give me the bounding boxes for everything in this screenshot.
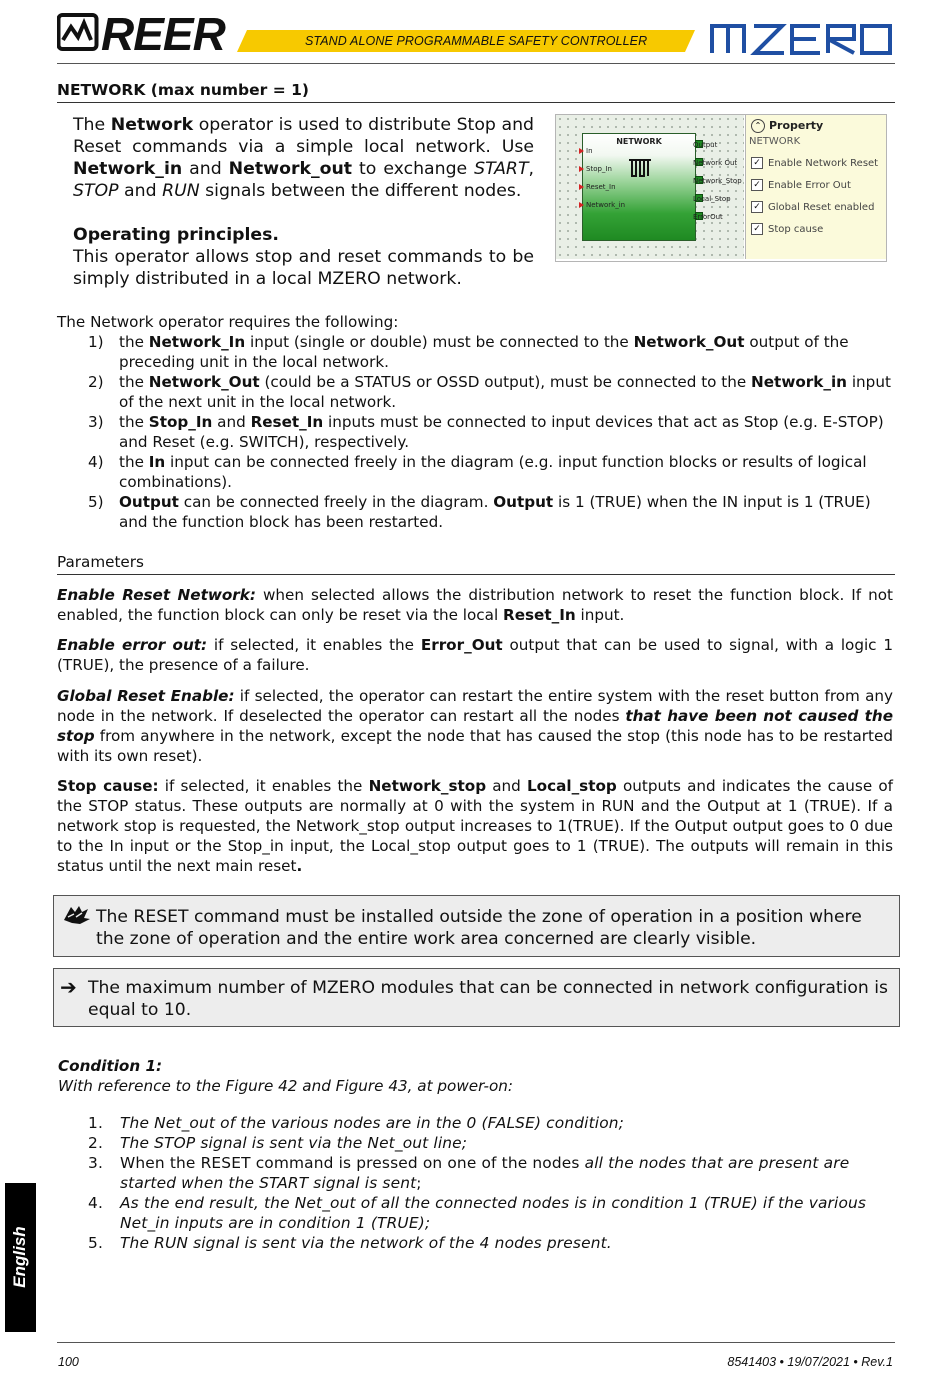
operating-principles-title: Operating principles.: [73, 225, 279, 245]
param-enable-reset-network: Enable Reset Network: when selected allows the distribution network to reset the function block. If not enabled, the function block can only be reset via the local Reset_In input.: [57, 586, 893, 624]
mzero-logo-graphic: [708, 22, 894, 55]
list-item: 1) the Network_In input (single or double) must be connected to the Network_Out output of the preceding unit in the local network.: [88, 333, 849, 371]
list-item: 1. The Net_out of the various nodes are in the 0 (FALSE) condition;: [88, 1114, 625, 1132]
property-enable-error-out[interactable]: ✓ Enable Error Out: [751, 179, 851, 191]
block-title: NETWORK: [616, 137, 662, 146]
param-global-reset-enable: Global Reset Enable: if selected, the operator can restart the entire system with the reset button from any node in the network. If deselected the operator can restart all the nodes that have been not caused the stop from anywhere in the network, except the node that has caused the stop (this node has to be restarted with its own reset).: [57, 687, 894, 765]
property-header: ⌃ Property: [751, 119, 823, 133]
intro-paragraph: The Network operator is used to distribute Stop and Reset commands via a simple local network. Use Network_in and Network_out to exchange START, STOP and RUN signals between the different nodes.: [73, 115, 534, 201]
header-divider: [57, 63, 895, 64]
input-pin-stop-in: Stop_In: [579, 165, 612, 173]
param-enable-error-out: Enable error out: if selected, it enables the Error_Out output that can be used to signal, with a logic 1 (TRUE), the presence of a failure.: [57, 636, 893, 674]
checkbox-icon: ✓: [751, 223, 763, 235]
list-item: 5) Output can be connected freely in the diagram. Output is 1 (TRUE) when the IN input is 1 (TRUE) and the function block has been restarted.: [88, 493, 871, 531]
arrow-right-icon: ➔: [60, 975, 77, 999]
header-band-text: STAND ALONE PROGRAMMABLE SAFETY CONTROLLER: [305, 34, 648, 48]
document-reference: 8541403 • 19/07/2021 • Rev.1: [727, 1355, 893, 1369]
list-item: 4) the In input can be connected freely in the diagram (e.g. input function blocks or results of logical combinations).: [88, 453, 867, 491]
output-label: Output: [693, 141, 718, 149]
property-global-reset-enabled[interactable]: ✓ Global Reset enabled: [751, 201, 874, 213]
page-number: 100: [58, 1355, 79, 1369]
reer-logo: [57, 10, 232, 54]
property-enable-network-reset[interactable]: ✓ Enable Network Reset: [751, 157, 878, 169]
list-item: 3. When the RESET command is pressed on one of the nodes all the nodes that are present are started when the START signal is sent;: [88, 1154, 850, 1192]
checkbox-icon: ✓: [751, 201, 763, 213]
property-panel: [745, 115, 886, 259]
checkbox-icon: ✓: [751, 179, 763, 191]
property-stop-cause[interactable]: ✓ Stop cause: [751, 223, 823, 235]
network-symbol-icon: [627, 156, 653, 178]
operating-principles-text: This operator allows stop and reset commands to be simply distributed in a local MZERO network.: [73, 247, 534, 289]
param-stop-cause: Stop cause: if selected, it enables the Network_stop and Local_stop outputs and indicates the cause of the STOP status. These outputs are normally at 0 with the system in RUN and the Output at 1 (TRUE). If a network stop is requested, the Network_stop output increases to 1(TRUE). If the Output output goes to 0 due to the In input or the Stop_in input, the Local_stop output goes to 1 (TRUE). The outputs will remain in this status until the next main reset.: [57, 777, 893, 875]
mzero-logo: [708, 22, 894, 55]
list-item: 2) the Network_Out (could be a STATUS or OSSD output), must be connected to the Network_in input of the next unit in the local network.: [88, 373, 891, 411]
header-band: [237, 30, 695, 52]
info-note: [53, 968, 900, 1027]
language-tab-label: English: [10, 1226, 29, 1288]
collapse-icon[interactable]: ⌃: [751, 119, 765, 133]
network-function-block: [582, 133, 696, 241]
section-title: NETWORK (max number = 1): [57, 81, 309, 99]
output-label: Local_Stop: [693, 195, 731, 203]
svg-text:REER: REER: [101, 10, 225, 54]
parameters-divider: [57, 574, 895, 575]
hand-writing-icon: [62, 904, 92, 926]
info-text: The maximum number of MZERO modules that can be connected in network configuration is equal to 10.: [88, 978, 889, 1020]
warning-text: The RESET command must be installed outside the zone of operation in a position where the zone of operation and the entire work area concerned are clearly visible.: [96, 907, 862, 949]
output-label: Network Out: [693, 159, 738, 167]
parameters-title: Parameters: [57, 553, 144, 571]
requirements-intro: The Network operator requires the following:: [57, 313, 399, 331]
output-label: ErrorOut: [693, 213, 723, 221]
input-pin-reset-in: Reset_In: [579, 183, 616, 191]
list-item: 2. The STOP signal is sent via the Net_out line;: [88, 1134, 468, 1152]
input-pin-network-in: Network_in: [579, 201, 625, 209]
list-item: 5. The RUN signal is sent via the network of the 4 nodes present.: [88, 1234, 612, 1252]
condition-title: Condition 1:: [58, 1057, 163, 1075]
requirements-list: [57, 332, 897, 532]
checkbox-icon: ✓: [751, 157, 763, 169]
condition-list: [58, 1113, 868, 1253]
intro-text: [73, 114, 534, 290]
network-block-figure: [555, 114, 887, 262]
property-subtitle: NETWORK: [749, 136, 801, 147]
list-item: 4. As the end result, the Net_out of all the connected nodes is in condition 1 (TRUE) if the various Net_in inputs are in condition 1 (TRUE);: [88, 1194, 867, 1232]
reer-logo-graphic: [57, 10, 232, 54]
condition-reference: With reference to the Figure 42 and Figure 43, at power-on:: [58, 1077, 514, 1095]
output-label: Network_Stop: [693, 177, 742, 185]
input-pin-in: In: [579, 147, 593, 155]
diagram-canvas: [556, 115, 744, 259]
language-tab: [5, 1183, 36, 1332]
list-item: 3) the Stop_In and Reset_In inputs must be connected to input devices that act as Stop (e.g. E-STOP) and Reset (e.g. SWITCH), respectively.: [88, 413, 884, 451]
warning-note: [53, 895, 900, 957]
footer-divider: [57, 1342, 895, 1343]
section-divider: [57, 102, 895, 103]
